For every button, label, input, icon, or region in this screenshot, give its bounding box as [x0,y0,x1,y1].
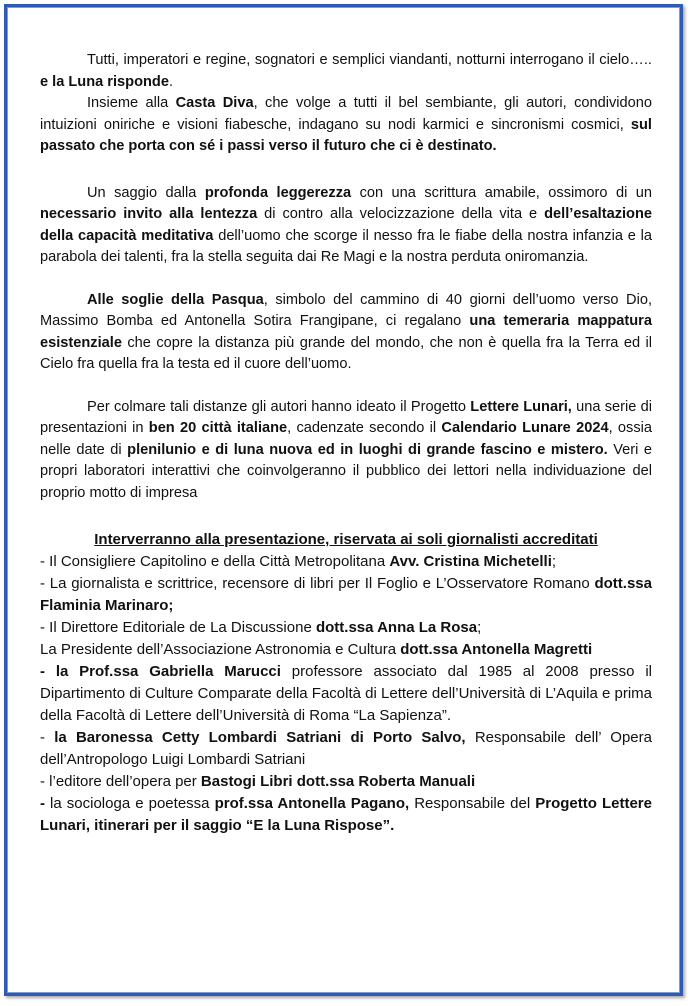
speakers-heading: Interverranno alla presentazione, riservata ai soli giornalisti accreditati [94,531,598,548]
speaker-item: - La giornalista e scrittrice, recensore di libri per Il Foglio e L’Osservatore Romano dott.ssa Flaminia Marinaro; [40,575,652,614]
speaker-item: - Il Direttore Editoriale de La Discussione dott.ssa Anna La Rosa; [40,619,482,636]
paragraph-pasqua: Alle soglie della Pasqua, simbolo del cammino di 40 giorni dell’uomo verso Dio, Massimo Bomba ed Antonella Sotira Frangipane, ci regalano una temeraria mappatura esistenziale che copre la distanza più grande del mondo, che non è quella fra la Terra ed il Cielo fra quella fra la testa ed il cuore dell’uomo. [40,291,652,372]
speaker-item: - l’editore dell’opera per Bastogi Libri dott.ssa Roberta Manuali [40,773,476,790]
speaker-item: - la sociologa e poetessa prof.ssa Antonella Pagano, Responsabile del Progetto Lettere Lunari, itinerari per il saggio “E la Luna Rispose”. [40,795,652,834]
speaker-item: - Il Consigliere Capitolino e della Città Metropolitana Avv. Cristina Michetelli; [40,553,557,570]
speaker-item: - la Prof.ssa Gabriella Marucci professore associato dal 1985 al 2008 presso il Dipartimento di Culture Comparate della Facoltà di Lettere dell’Università di L’Aquila e prima della Facoltà di Lettere dell’Università di Roma “La Sapienza”. [40,663,652,724]
paragraph-intro: Tutti, imperatori e regine, sognatori e semplici viandanti, notturni interrogano il cielo….. e la Luna risponde. [40,52,652,90]
document-body [40,50,652,837]
speaker-item: - la Baronessa Cetty Lombardi Satriani di Porto Salvo, Responsabile dell’ Opera dell’Antropologo Luigi Lombardi Satriani [40,729,652,768]
paragraph-progetto: Per colmare tali distanze gli autori hanno ideato il Progetto Lettere Lunari, una serie di presentazioni in ben 20 città italiane, cadenzate secondo il Calendario Lunare 2024, ossia nelle date di plenilunio e di luna nuova ed in luoghi di grande fascino e mistero. Veri e propri laboratori interattivi che coinvolgeranno il pubblico dei lettori nella individuazione del proprio motto di impresa [40,398,653,501]
paragraph-casta-diva: Insieme alla Casta Diva, che volge a tutti il bel sembiante, gli autori, condividono intuizioni oniriche e visioni fiabesche, indagano su nodi karmici e sincronismi cosmici, sul passato che porta con sé i passi verso il futuro che ci è destinato. [40,95,652,154]
paragraph-saggio: Un saggio dalla profonda leggerezza con una scrittura amabile, ossimoro di un necessario invito alla lentezza di contro alla velocizzazione della vita e dell’esaltazione della capacità meditativa dell’uomo che scorge il nesso fra le fiabe della nostra infanzia e la parabola dei talenti, fra la stella seguita dai Re Magi e la nostra perduta oniromanzia. [40,184,653,265]
speaker-item: La Presidente dell’Associazione Astronomia e Cultura dott.ssa Antonella Magretti [40,641,593,658]
